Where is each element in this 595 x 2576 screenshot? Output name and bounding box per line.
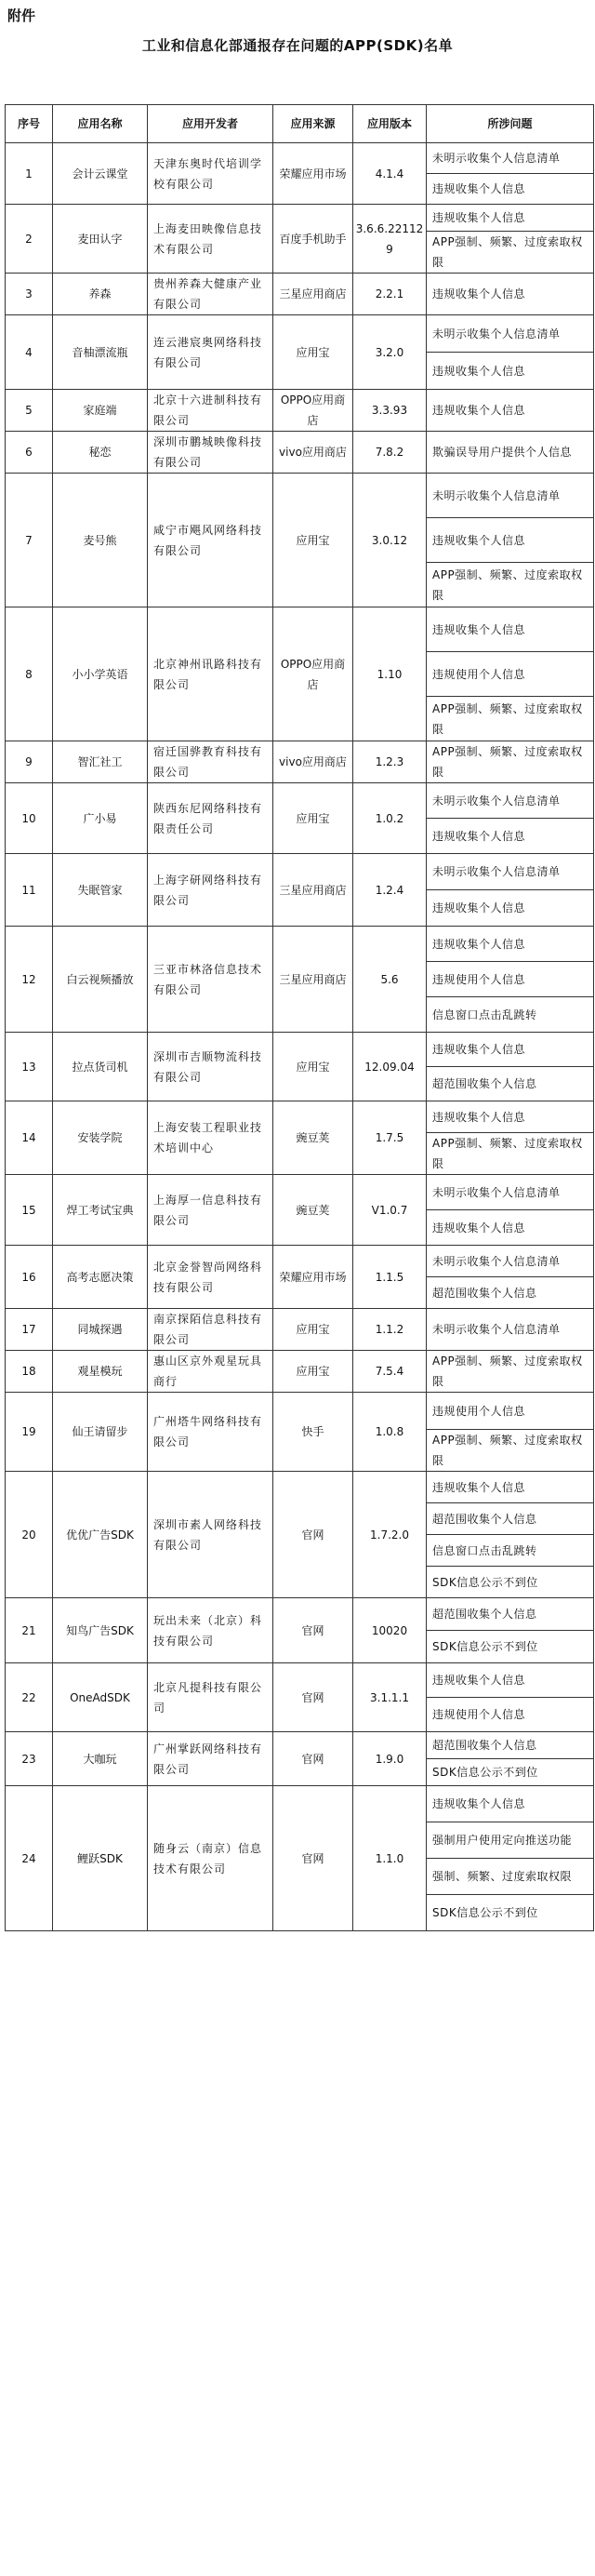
table-row	[6, 1786, 594, 1822]
cell-issue: 超范围收集个人信息	[427, 1277, 594, 1309]
header-source: 应用来源	[273, 105, 353, 143]
table-row	[6, 741, 594, 783]
cell-no: 18	[6, 1351, 53, 1393]
cell-issue: 超范围收集个人信息	[427, 1503, 594, 1535]
cell-version: 1.7.2.0	[353, 1472, 427, 1598]
cell-version: V1.0.7	[353, 1175, 427, 1246]
cell-app-name: 秘恋	[53, 432, 148, 474]
cell-developer: 宿迁国骅教育科技有限公司	[148, 741, 273, 783]
cell-app-name: 麦号熊	[53, 474, 148, 607]
cell-source: 百度手机助手	[273, 205, 353, 274]
cell-no: 14	[6, 1101, 53, 1175]
cell-developer: 深圳市素人网络科技有限公司	[148, 1472, 273, 1598]
cell-version: 3.6.6.221129	[353, 205, 427, 274]
cell-no: 21	[6, 1598, 53, 1663]
table-row	[6, 1351, 594, 1393]
table-row	[6, 1732, 594, 1759]
cell-issue: 违规收集个人信息	[427, 1033, 594, 1067]
table-row	[6, 390, 594, 432]
cell-source: 官网	[273, 1663, 353, 1732]
cell-issue: 未明示收集个人信息清单	[427, 783, 594, 819]
cell-developer: 三亚市林洛信息技术有限公司	[148, 927, 273, 1033]
cell-app-name: 会计云课堂	[53, 143, 148, 205]
cell-app-name: 同城探遇	[53, 1309, 148, 1351]
cell-developer: 北京凡提科技有限公司	[148, 1663, 273, 1732]
cell-source: 官网	[273, 1732, 353, 1786]
cell-version: 1.1.5	[353, 1246, 427, 1309]
cell-app-name: 知鸟广告SDK	[53, 1598, 148, 1663]
cell-issue: SDK信息公示不到位	[427, 1631, 594, 1663]
cell-app-name: 仙王请留步	[53, 1393, 148, 1472]
table-row	[6, 783, 594, 819]
cell-no: 12	[6, 927, 53, 1033]
cell-no: 5	[6, 390, 53, 432]
app-list-table	[5, 104, 594, 1931]
cell-issue: 违规使用个人信息	[427, 1698, 594, 1732]
cell-issue: 未明示收集个人信息清单	[427, 1309, 594, 1351]
cell-version: 7.8.2	[353, 432, 427, 474]
cell-developer: 上海字研网络科技有限公司	[148, 854, 273, 927]
cell-issue: APP强制、频繁、过度索取权限	[427, 232, 594, 274]
cell-issue: 违规收集个人信息	[427, 607, 594, 652]
cell-version: 2.2.1	[353, 274, 427, 315]
cell-issue: 信息窗口点击乱跳转	[427, 997, 594, 1033]
cell-no: 7	[6, 474, 53, 607]
attachment-label: 附件	[7, 7, 36, 24]
cell-issue: 未明示收集个人信息清单	[427, 1246, 594, 1277]
cell-app-name: 小小学英语	[53, 607, 148, 741]
cell-issue: 违规收集个人信息	[427, 274, 594, 315]
table-row	[6, 1309, 594, 1351]
cell-issue: 违规收集个人信息	[427, 353, 594, 390]
cell-issue: 信息窗口点击乱跳转	[427, 1535, 594, 1567]
table-row	[6, 1393, 594, 1430]
cell-issue: 违规收集个人信息	[427, 890, 594, 927]
cell-source: 荣耀应用市场	[273, 1246, 353, 1309]
cell-version: 1.0.2	[353, 783, 427, 854]
table-row	[6, 205, 594, 232]
cell-developer: 上海安装工程职业技术培训中心	[148, 1101, 273, 1175]
cell-source: 应用宝	[273, 315, 353, 390]
cell-issue: 超范围收集个人信息	[427, 1067, 594, 1101]
cell-source: 官网	[273, 1472, 353, 1598]
cell-source: 三星应用商店	[273, 274, 353, 315]
cell-no: 8	[6, 607, 53, 741]
table-row	[6, 854, 594, 890]
cell-version: 3.2.0	[353, 315, 427, 390]
cell-app-name: 养森	[53, 274, 148, 315]
cell-issue: SDK信息公示不到位	[427, 1895, 594, 1931]
cell-developer: 北京神州讯路科技有限公司	[148, 607, 273, 741]
cell-no: 23	[6, 1732, 53, 1786]
cell-issue: 强制用户使用定向推送功能	[427, 1822, 594, 1859]
cell-issue: 违规收集个人信息	[427, 390, 594, 432]
cell-developer: 北京十六进制科技有限公司	[148, 390, 273, 432]
cell-developer: 广州掌跃网络科技有限公司	[148, 1732, 273, 1786]
cell-issue: 违规收集个人信息	[427, 927, 594, 962]
cell-issue: APP强制、频繁、过度索取权限	[427, 563, 594, 607]
cell-developer: 陕西东尼网络科技有限责任公司	[148, 783, 273, 854]
table-row	[6, 143, 594, 174]
cell-app-name: 家庭端	[53, 390, 148, 432]
table-row	[6, 1663, 594, 1698]
cell-issue: 违规使用个人信息	[427, 652, 594, 697]
cell-issue: SDK信息公示不到位	[427, 1567, 594, 1598]
cell-issue: APP强制、频繁、过度索取权限	[427, 1430, 594, 1472]
header-issues: 所涉问题	[427, 105, 594, 143]
header-no: 序号	[6, 105, 53, 143]
cell-no: 2	[6, 205, 53, 274]
cell-issue: 违规收集个人信息	[427, 1472, 594, 1503]
cell-version: 1.2.3	[353, 741, 427, 783]
cell-version: 1.0.8	[353, 1393, 427, 1472]
table-body	[6, 143, 594, 1931]
cell-source: OPPO应用商店	[273, 607, 353, 741]
cell-source: 豌豆荚	[273, 1101, 353, 1175]
cell-version: 3.1.1.1	[353, 1663, 427, 1732]
cell-no: 3	[6, 274, 53, 315]
cell-issue: 超范围收集个人信息	[427, 1732, 594, 1759]
table-row	[6, 1175, 594, 1210]
header-developer: 应用开发者	[148, 105, 273, 143]
cell-issue: 违规收集个人信息	[427, 1210, 594, 1246]
cell-no: 20	[6, 1472, 53, 1598]
table-header-row	[6, 105, 594, 143]
cell-app-name: 拉点货司机	[53, 1033, 148, 1101]
cell-source: 豌豆荚	[273, 1175, 353, 1246]
cell-developer: 咸宁市飓风网络科技有限公司	[148, 474, 273, 607]
cell-source: 应用宝	[273, 1309, 353, 1351]
cell-source: OPPO应用商店	[273, 390, 353, 432]
cell-no: 22	[6, 1663, 53, 1732]
cell-developer: 深圳市鹏城映像科技有限公司	[148, 432, 273, 474]
cell-app-name: 鲤跃SDK	[53, 1786, 148, 1931]
cell-developer: 连云港宸奥网络科技有限公司	[148, 315, 273, 390]
cell-version: 12.09.04	[353, 1033, 427, 1101]
cell-app-name: 焊工考试宝典	[53, 1175, 148, 1246]
cell-issue: 未明示收集个人信息清单	[427, 474, 594, 518]
cell-no: 17	[6, 1309, 53, 1351]
cell-issue: SDK信息公示不到位	[427, 1759, 594, 1786]
cell-version: 5.6	[353, 927, 427, 1033]
cell-app-name: 安装学院	[53, 1101, 148, 1175]
table-row	[6, 1033, 594, 1067]
cell-no: 9	[6, 741, 53, 783]
cell-no: 1	[6, 143, 53, 205]
cell-developer: 玩出未来（北京）科技有限公司	[148, 1598, 273, 1663]
cell-app-name: 音柚漂流瓶	[53, 315, 148, 390]
cell-source: 应用宝	[273, 783, 353, 854]
table-row	[6, 1246, 594, 1277]
cell-version: 10020	[353, 1598, 427, 1663]
cell-version: 4.1.4	[353, 143, 427, 205]
cell-developer: 北京金誉智尚网络科技有限公司	[148, 1246, 273, 1309]
cell-developer: 天津东奥时代培训学校有限公司	[148, 143, 273, 205]
cell-app-name: 白云视频播放	[53, 927, 148, 1033]
cell-developer: 上海厚一信息科技有限公司	[148, 1175, 273, 1246]
cell-app-name: 麦田认字	[53, 205, 148, 274]
cell-developer: 南京探陌信息科技有限公司	[148, 1309, 273, 1351]
table-row	[6, 1598, 594, 1631]
cell-no: 11	[6, 854, 53, 927]
cell-source: vivo应用商店	[273, 432, 353, 474]
table-row	[6, 607, 594, 652]
cell-no: 10	[6, 783, 53, 854]
cell-no: 16	[6, 1246, 53, 1309]
cell-issue: 违规使用个人信息	[427, 962, 594, 997]
cell-no: 4	[6, 315, 53, 390]
cell-issue: 未明示收集个人信息清单	[427, 143, 594, 174]
cell-source: 官网	[273, 1786, 353, 1931]
cell-source: 应用宝	[273, 1351, 353, 1393]
cell-issue: 违规收集个人信息	[427, 1786, 594, 1822]
cell-app-name: 大咖玩	[53, 1732, 148, 1786]
cell-issue: 违规收集个人信息	[427, 819, 594, 854]
cell-version: 3.3.93	[353, 390, 427, 432]
cell-issue: APP强制、频繁、过度索取权限	[427, 697, 594, 741]
cell-source: 三星应用商店	[273, 854, 353, 927]
cell-issue: 未明示收集个人信息清单	[427, 854, 594, 890]
cell-issue: 强制、频繁、过度索取权限	[427, 1859, 594, 1895]
cell-issue: APP强制、频繁、过度索取权限	[427, 1351, 594, 1393]
cell-issue: 违规收集个人信息	[427, 205, 594, 232]
cell-no: 24	[6, 1786, 53, 1931]
cell-issue: 违规使用个人信息	[427, 1393, 594, 1430]
cell-developer: 随身云（南京）信息技术有限公司	[148, 1786, 273, 1931]
table-row	[6, 315, 594, 353]
cell-developer: 惠山区京外观星玩具商行	[148, 1351, 273, 1393]
cell-source: 官网	[273, 1598, 353, 1663]
cell-developer: 深圳市吉顺物流科技有限公司	[148, 1033, 273, 1101]
table-row	[6, 1472, 594, 1503]
cell-app-name: OneAdSDK	[53, 1663, 148, 1732]
cell-source: 三星应用商店	[273, 927, 353, 1033]
cell-app-name: 高考志愿决策	[53, 1246, 148, 1309]
cell-issue: 违规收集个人信息	[427, 1101, 594, 1133]
cell-source: 快手	[273, 1393, 353, 1472]
cell-developer: 上海麦田映像信息技术有限公司	[148, 205, 273, 274]
cell-source: 应用宝	[273, 1033, 353, 1101]
cell-issue: 违规收集个人信息	[427, 174, 594, 205]
cell-issue: 违规收集个人信息	[427, 1663, 594, 1698]
cell-version: 1.10	[353, 607, 427, 741]
cell-no: 19	[6, 1393, 53, 1472]
cell-issue: 超范围收集个人信息	[427, 1598, 594, 1631]
cell-source: 荣耀应用市场	[273, 143, 353, 205]
cell-source: vivo应用商店	[273, 741, 353, 783]
cell-version: 1.2.4	[353, 854, 427, 927]
cell-issue: 违规收集个人信息	[427, 518, 594, 563]
cell-source: 应用宝	[273, 474, 353, 607]
cell-app-name: 智汇社工	[53, 741, 148, 783]
cell-issue: 欺骗误导用户提供个人信息	[427, 432, 594, 474]
table-row	[6, 432, 594, 474]
cell-version: 1.7.5	[353, 1101, 427, 1175]
table-row	[6, 474, 594, 518]
table-row	[6, 927, 594, 962]
page-title: 工业和信息化部通报存在问题的APP(SDK)名单	[141, 37, 454, 54]
cell-version: 1.9.0	[353, 1732, 427, 1786]
cell-issue: APP强制、频繁、过度索取权限	[427, 741, 594, 783]
header-app-name: 应用名称	[53, 105, 148, 143]
cell-app-name: 观星模玩	[53, 1351, 148, 1393]
cell-no: 15	[6, 1175, 53, 1246]
table-row	[6, 1101, 594, 1133]
cell-version: 7.5.4	[353, 1351, 427, 1393]
cell-app-name: 优优广告SDK	[53, 1472, 148, 1598]
cell-app-name: 广小易	[53, 783, 148, 854]
cell-version: 1.1.2	[353, 1309, 427, 1351]
cell-no: 6	[6, 432, 53, 474]
cell-developer: 贵州养森大健康产业有限公司	[148, 274, 273, 315]
header-version: 应用版本	[353, 105, 427, 143]
cell-issue: 未明示收集个人信息清单	[427, 315, 594, 353]
cell-no: 13	[6, 1033, 53, 1101]
cell-version: 3.0.12	[353, 474, 427, 607]
cell-app-name: 失眠管家	[53, 854, 148, 927]
cell-issue: APP强制、频繁、过度索取权限	[427, 1133, 594, 1175]
table-row	[6, 274, 594, 315]
cell-developer: 广州塔牛网络科技有限公司	[148, 1393, 273, 1472]
cell-issue: 未明示收集个人信息清单	[427, 1175, 594, 1210]
cell-version: 1.1.0	[353, 1786, 427, 1931]
